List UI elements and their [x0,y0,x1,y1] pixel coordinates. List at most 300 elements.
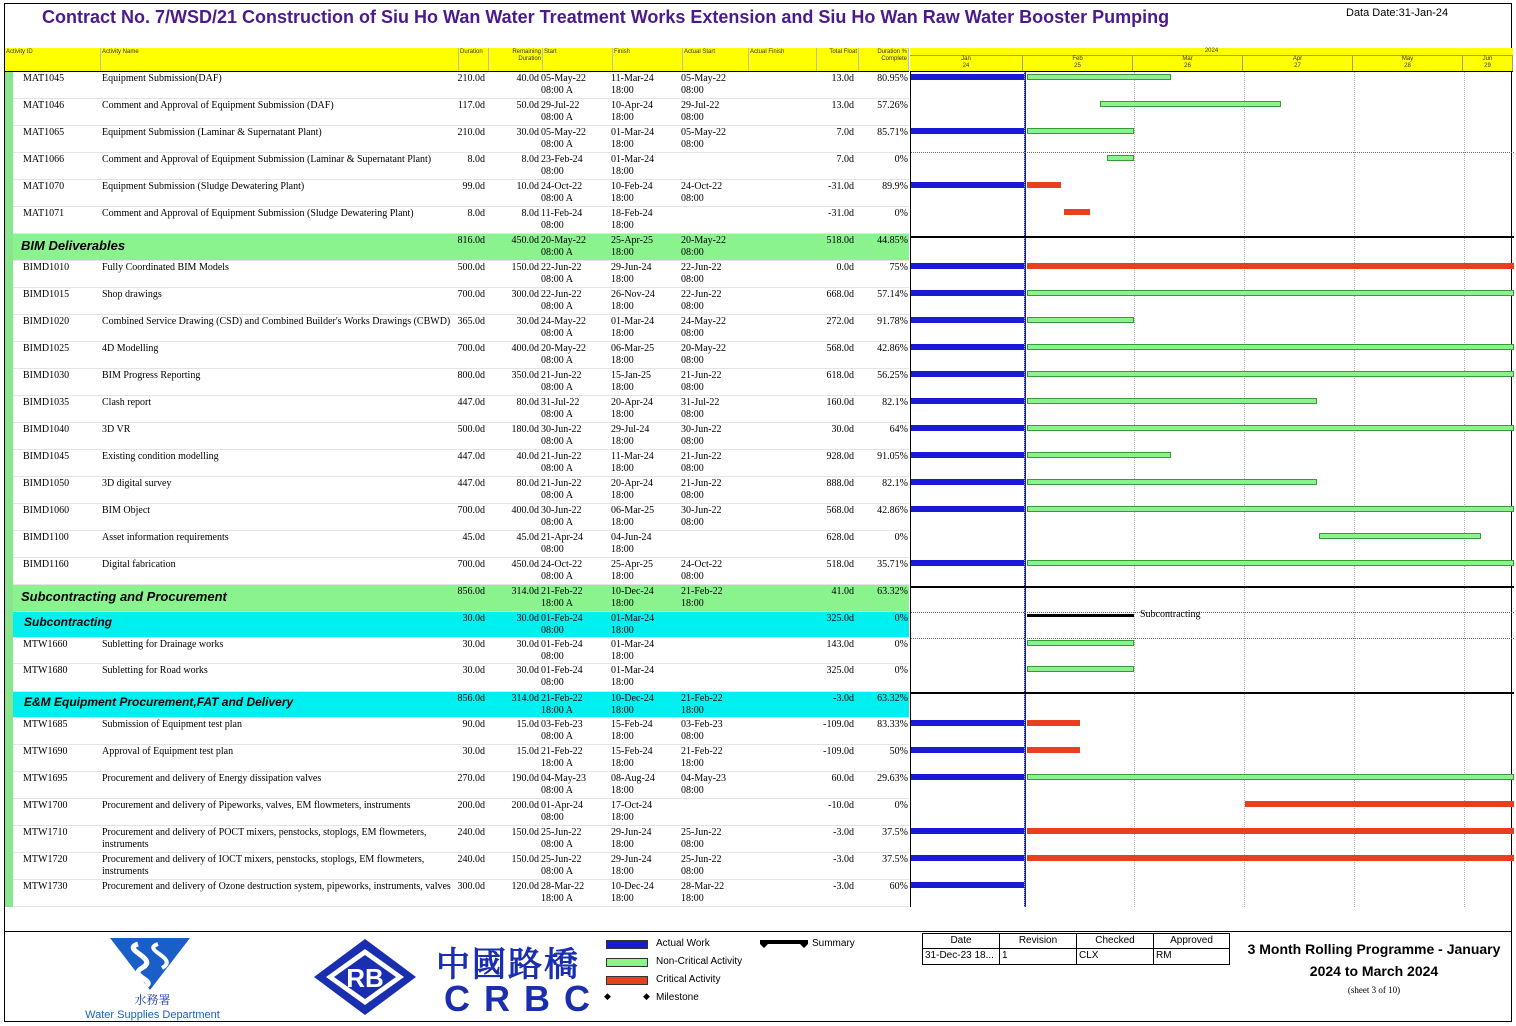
noncritical-activity-bar[interactable] [1027,128,1134,134]
table-row[interactable] [13,880,909,907]
actual-work-bar[interactable] [911,774,1024,780]
timescale-week-label: 25 [1074,63,1081,69]
actual-work-bar[interactable] [911,452,1024,458]
finish-date-value: 25-Apr-25 [611,235,654,246]
activity-id: BIMD1025 [23,343,70,354]
remaining-duration: 80.0d [516,397,539,408]
start-date [541,127,586,151]
total-float: 13.0d [831,100,854,111]
actual-start-value: 21-Jun-22 [681,451,722,462]
critical-activity-bar[interactable] [1027,747,1080,753]
remaining-duration: 10.0d [516,181,539,192]
actual-work-bar[interactable] [911,747,1024,753]
wbs-group-row[interactable] [13,234,909,261]
table-row[interactable] [13,745,909,772]
total-float: -109.0d [823,719,854,730]
remaining-duration: 450.0d [511,235,539,246]
duration: 8.0d [467,208,485,219]
start-date-value: 01-Feb-24 [541,639,583,650]
table-row[interactable] [13,826,909,853]
finish-time-value: 18:00 [611,355,634,366]
finish-time-value: 18:00 [611,85,634,96]
duration: 300.0d [457,881,485,892]
percent-complete: 56.25% [877,370,908,381]
actual-start-time: 08:00 [681,193,704,204]
finish-date-value: 15-Feb-24 [611,719,653,730]
actual-start [681,235,726,259]
activity-name: Subletting for Drainage works [102,639,224,650]
start-date-value: 21-Feb-22 [541,746,583,757]
actual-work-bar[interactable] [911,479,1024,485]
noncritical-activity-bar[interactable] [1319,533,1481,539]
percent-complete: 89.9% [882,181,908,192]
start-time-value: 08:00 A [541,409,573,420]
table-row[interactable] [13,396,909,423]
table-row[interactable] [13,207,909,234]
start-time-value: 08:00 A [541,193,573,204]
finish-date [611,586,654,610]
col-finish[interactable]: Finish [613,48,683,71]
wbs-separator [911,692,1514,694]
col-start[interactable]: Start [543,48,613,71]
start-date-value: 21-Jun-22 [541,478,582,489]
table-row[interactable] [13,315,909,342]
actual-start-time: 18:00 [681,758,704,769]
noncritical-activity-bar[interactable] [1027,506,1514,512]
total-float: 518.0d [826,559,854,570]
finish-time-value: 18:00 [611,382,634,393]
start-time-value: 08:00 A [541,328,573,339]
activity-id: MTW1700 [23,800,68,811]
page-title: Contract No. 7/WSD/21 Construction of Siu Ho Wan Water Treatment Works Extension and Siu Ho Wan Raw Water Booster Pumping [42,7,1170,27]
table-row[interactable] [13,99,909,126]
start-time-value: 08:00 [541,220,564,231]
remaining-duration: 40.0d [516,73,539,84]
total-float: 41.0d [831,586,854,597]
total-float: -3.0d [833,854,854,865]
summary-bar[interactable] [1027,614,1134,617]
wsd-name-chinese: 水務署 [134,993,171,1007]
finish-date-value: 01-Mar-24 [611,127,655,138]
table-row[interactable] [13,342,909,369]
table-row[interactable] [13,180,909,207]
percent-complete: 0% [894,532,908,543]
total-float: 0.0d [836,262,854,273]
start-time-value: 08:00 [541,544,564,555]
actual-work-bar[interactable] [911,398,1024,404]
noncritical-activity-bar[interactable] [1027,398,1317,404]
percent-complete: 60% [889,881,908,892]
critical-activity-bar[interactable] [1027,855,1514,861]
activity-name: Procurement and delivery of Energy dissipation valves [102,773,322,784]
actual-work-bar[interactable] [911,371,1024,377]
remaining-duration: 150.0d [511,827,539,838]
remaining-duration: 350.0d [511,370,539,381]
noncritical-activity-bar[interactable] [1027,666,1134,672]
col-duration[interactable]: Duration [459,48,489,71]
actual-work-bar[interactable] [911,882,1024,888]
activity-name: Comment and Approval of Equipment Submission (Laminar & Supernatant Plant) [102,154,432,165]
start-date [541,235,586,259]
table-row[interactable] [13,126,909,153]
table-row[interactable] [13,504,909,531]
wsd-emblem-icon [80,936,225,992]
actual-start [681,262,722,286]
start-time-value: 08:00 A [541,382,573,393]
finish-time-value: 18:00 [611,517,634,528]
duration: 500.0d [457,262,485,273]
wbs-group-row[interactable] [13,612,909,638]
noncritical-activity-bar[interactable] [1027,317,1134,323]
actual-start-value: 20-May-22 [681,235,726,246]
activity-name: Comment and Approval of Equipment Submission (Sludge Dewatering Plant) [102,208,414,219]
remaining-duration: 200.0d [511,800,539,811]
finish-date [611,746,653,770]
table-row[interactable] [13,450,909,477]
table-row[interactable] [13,477,909,504]
actual-start-time: 08:00 [681,731,704,742]
finish-date-value: 01-Mar-24 [611,316,655,327]
actual-start [681,881,724,905]
timescale-year: 2024 [910,48,1513,56]
finish-date [611,316,654,340]
finish-date [611,100,653,124]
wbs-separator [911,236,1514,238]
table-row[interactable] [13,853,909,880]
legend-critical-swatch [606,976,648,985]
finish-date [611,343,654,367]
actual-start [681,451,722,475]
finish-time-value: 18:00 [611,166,634,177]
critical-activity-bar[interactable] [1027,263,1514,269]
remaining-duration: 400.0d [511,343,539,354]
start-time-value: 18:00 A [541,705,573,716]
table-row[interactable] [13,772,909,799]
table-row[interactable] [13,718,909,745]
activity-name: Shop drawings [102,289,162,300]
start-time-value: 08:00 A [541,274,573,285]
start-date [541,881,584,905]
activity-id: MAT1066 [23,154,65,165]
actual-start-time: 08:00 [681,85,704,96]
programme-title: 3 Month Rolling Programme - January 2024 to March 2024 [1247,941,1501,979]
start-time-value: 08:00 A [541,436,573,447]
duration: 500.0d [457,424,485,435]
start-date [541,800,583,824]
critical-activity-bar[interactable] [1027,182,1061,188]
actual-work-bar[interactable] [911,317,1024,323]
activity-id: BIMD1030 [23,370,70,381]
table-row[interactable] [13,638,909,664]
remaining-duration: 8.0d [521,208,539,219]
duration: 447.0d [457,451,485,462]
critical-activity-bar[interactable] [1245,801,1514,807]
finish-time-value: 18:00 [611,677,634,688]
start-time-value: 08:00 A [541,463,573,474]
start-date [541,854,582,878]
actual-work-bar[interactable] [911,344,1024,350]
timescale-month [910,56,1023,71]
table-row[interactable] [13,799,909,826]
remaining-duration: 15.0d [516,746,539,757]
percent-complete: 29.63% [877,773,908,784]
finish-date [611,665,654,689]
remaining-duration: 50.0d [516,100,539,111]
timescale-header [910,48,1513,72]
duration: 90.0d [462,719,485,730]
finish-time-value: 18:00 [611,220,634,231]
finish-date-value: 15-Jan-25 [611,370,651,381]
actual-start-value: 28-Mar-22 [681,881,725,892]
noncritical-activity-bar[interactable] [1100,101,1281,107]
col-pct-complete[interactable]: Duration % Complete [859,48,909,71]
activity-name: Equipment Submission(DAF) [102,73,222,84]
col-remaining[interactable]: Remaining Duration [489,48,543,71]
finish-date [611,532,652,556]
actual-start-value: 20-May-22 [681,343,726,354]
wbs-group-row[interactable] [13,585,909,612]
table-row[interactable] [13,288,909,315]
critical-activity-bar[interactable] [1027,828,1514,834]
finish-time-value: 18:00 [611,785,634,796]
finish-date-value: 17-Oct-24 [611,800,653,811]
actual-work-bar[interactable] [911,506,1024,512]
noncritical-activity-bar[interactable] [1027,452,1171,458]
actual-start-value: 21-Jun-22 [681,478,722,489]
duration: 816.0d [457,235,485,246]
timescale-week-label: 24 [962,63,970,69]
start-date [541,532,583,556]
remaining-duration: 180.0d [511,424,539,435]
actual-work-bar[interactable] [911,425,1024,431]
table-row[interactable] [13,558,909,585]
duration: 240.0d [457,854,485,865]
duration: 117.0d [457,100,485,111]
timescale-month [1133,56,1243,71]
remaining-duration: 30.0d [516,639,539,650]
legend-noncritical-swatch [606,958,648,967]
activity-id: MAT1045 [23,73,65,84]
actual-start-time: 08:00 [681,328,704,339]
timescale-week-label: 27 [1294,63,1301,69]
start-date [541,262,582,286]
col-activity-id[interactable]: Activity ID [5,48,101,71]
finish-time-value: 18:00 [611,274,634,285]
finish-time-value: 18:00 [611,301,634,312]
col-actual-start[interactable]: Actual Start [683,48,749,71]
col-total-float[interactable]: Total Float [817,48,859,71]
finish-date-value: 04-Jun-24 [611,532,652,543]
finish-date [611,800,652,824]
activity-name: 3D VR [102,424,131,435]
finish-date-value: 10-Feb-24 [611,181,653,192]
actual-start-time: 08:00 [681,785,704,796]
actual-start-value: 21-Feb-22 [681,693,723,704]
actual-start-time: 08:00 [681,247,704,258]
table-row[interactable] [13,369,909,396]
activity-name: Clash report [102,397,152,408]
actual-start-time: 08:00 [681,301,704,312]
duration: 30.0d [462,665,485,676]
start-date-value: 20-May-22 [541,343,586,354]
start-date-value: 25-Jun-22 [541,854,582,865]
noncritical-activity-bar[interactable] [1027,640,1134,646]
start-date-value: 31-Jul-22 [541,397,580,408]
critical-activity-bar[interactable] [1027,720,1080,726]
activity-id: MAT1065 [23,127,65,138]
start-time-value: 08:00 A [541,490,573,501]
finish-date [611,397,653,421]
timescale-month [1023,56,1133,71]
remaining-duration: 400.0d [511,505,539,516]
percent-complete: 64% [889,424,908,435]
activity-name: Submission of Equipment test plan [102,719,242,730]
finish-date [611,478,653,502]
actual-work-bar[interactable] [911,263,1024,269]
actual-start-value: 24-Oct-22 [681,559,723,570]
table-row[interactable] [13,423,909,450]
actual-start-time: 08:00 [681,355,704,366]
col-actual-finish[interactable]: Actual Finish [749,48,817,71]
start-time-value: 08:00 A [541,247,573,258]
noncritical-activity-bar[interactable] [1027,344,1514,350]
actual-start-time: 08:00 [681,571,704,582]
start-date-value: 24-Oct-22 [541,559,583,570]
activity-id: BIMD1160 [23,559,69,570]
actual-work-bar[interactable] [911,855,1024,861]
noncritical-activity-bar[interactable] [1027,290,1514,296]
actual-start [681,181,722,205]
rev-value-checked: CLX [1077,949,1154,964]
sheet-number: (sheet 3 of 10) [1347,985,1401,995]
start-date-value: 21-Apr-24 [541,532,584,543]
actual-start-value: 21-Feb-22 [681,746,723,757]
noncritical-activity-bar[interactable] [1027,425,1514,431]
col-activity-name[interactable]: Activity Name [101,48,459,71]
actual-work-bar[interactable] [911,74,1024,80]
noncritical-activity-bar[interactable] [1027,74,1171,80]
start-time-value: 08:00 A [541,85,573,96]
finish-date [611,505,654,529]
actual-work-bar[interactable] [911,182,1024,188]
actual-work-bar[interactable] [911,128,1024,134]
percent-complete: 82.1% [882,478,908,489]
month-gridline [1024,72,1025,907]
critical-activity-bar[interactable] [1064,209,1090,215]
table-row[interactable] [13,664,909,692]
remaining-duration: 314.0d [511,586,539,597]
start-date [541,208,582,232]
start-date-value: 21-Feb-22 [541,693,583,704]
finish-date [611,693,654,717]
activity-id: MTW1695 [23,773,68,784]
actual-work-bar[interactable] [911,720,1024,726]
noncritical-activity-bar[interactable] [1027,479,1317,485]
total-float: 13.0d [831,73,854,84]
activity-name: BIM Progress Reporting [102,370,201,381]
percent-complete: 44.85% [877,235,908,246]
actual-work-bar[interactable] [911,560,1024,566]
actual-work-bar[interactable] [911,828,1024,834]
finish-date-value: 10-Dec-24 [611,881,654,892]
remaining-duration: 8.0d [521,154,539,165]
noncritical-activity-bar[interactable] [1027,774,1514,780]
rb-logo-text: RB [346,963,384,993]
total-float: -3.0d [833,881,854,892]
actual-start [681,854,722,878]
finish-time-value: 18:00 [611,705,634,716]
table-row[interactable] [13,153,909,180]
finish-time-value: 18:00 [611,544,634,555]
duration: 99.0d [462,181,485,192]
legend-summary-icon [758,938,810,950]
legend-milestone-label: Milestone [656,992,699,1003]
start-date-value: 22-Jun-22 [541,289,582,300]
percent-complete: 0% [894,613,908,624]
finish-date [611,181,653,205]
noncritical-activity-bar[interactable] [1027,371,1514,377]
noncritical-activity-bar[interactable] [1107,155,1134,161]
finish-date-value: 15-Feb-24 [611,746,653,757]
finish-time-value: 18:00 [611,758,634,769]
start-date-value: 24-May-22 [541,316,586,327]
activity-name: 3D digital survey [102,478,172,489]
actual-start-time: 08:00 [681,139,704,150]
month-gridline [1244,72,1245,907]
timescale-month-label: Mar [1182,56,1193,62]
finish-date-value: 18-Feb-24 [611,208,653,219]
footer-divider [5,931,1512,932]
actual-start-value: 04-May-23 [681,773,726,784]
legend-actual-swatch [606,940,648,949]
start-date [541,397,579,421]
wsd-name-english: Water Supplies Department [85,1009,220,1021]
activity-id: E&M Equipment Procurement,FAT and Delivery [24,695,294,709]
finish-date-value: 06-Mar-25 [611,505,655,516]
percent-complete: 37.5% [882,827,908,838]
table-row[interactable] [13,531,909,558]
percent-complete: 57.14% [877,289,908,300]
actual-start [681,693,723,717]
duration: 700.0d [457,343,485,354]
start-date-value: 21-Jun-22 [541,370,582,381]
actual-start [681,559,722,583]
wbs-group-row[interactable] [13,692,909,718]
start-time-value: 18:00 A [541,598,573,609]
noncritical-activity-bar[interactable] [1027,560,1514,566]
activity-id: BIMD1045 [23,451,70,462]
activity-id: BIM Deliverables [21,238,126,253]
start-time-value: 08:00 A [541,731,573,742]
percent-complete: 50% [889,746,908,757]
actual-work-bar[interactable] [911,290,1024,296]
table-row[interactable] [13,72,909,99]
actual-start-value: 24-Oct-22 [681,181,723,192]
activity-name: 4D Modelling [102,343,159,354]
crbc-name-english: CRBC [444,978,604,1019]
activity-id: MAT1070 [23,181,65,192]
milestone-diamond-icon: ◆ [604,991,611,1001]
remaining-duration: 150.0d [511,262,539,273]
actual-start-value: 25-Jun-22 [681,854,722,865]
finish-date-value: 06-Mar-25 [611,343,655,354]
table-row[interactable] [13,261,909,288]
finish-date [611,773,655,797]
percent-complete: 91.78% [877,316,908,327]
start-date [541,773,586,797]
actual-start-time: 08:00 [681,839,704,850]
rev-header-checked: Checked [1077,934,1154,949]
